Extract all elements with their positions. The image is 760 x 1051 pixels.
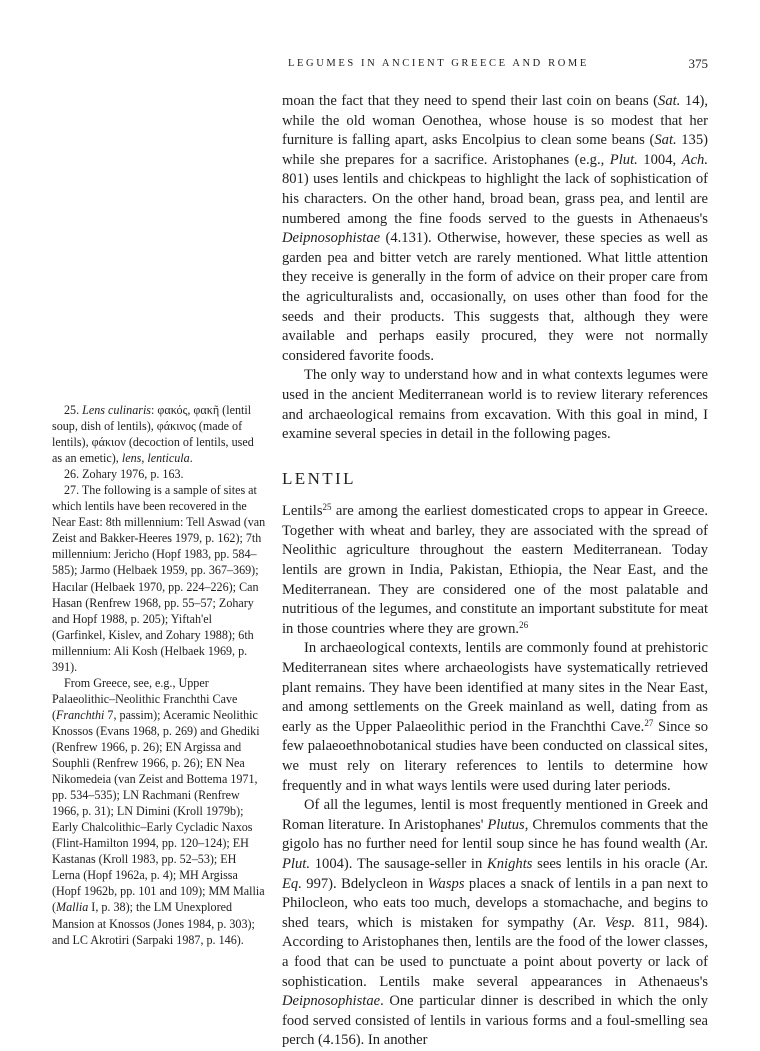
body-paragraph: Lentils$^{25}$ are among the earliest domesticated crops to appear in Greece. Together with wheat and barley, they are associated with the spread of Neolithic agriculture throughout the eastern Mediterranean. Today lentils are grown in India, Pakistan, Ethiopia, the Near East, and the Mediterranean. They are considered one of the most palatable and nutritious of the legumes, and constitute an important substitute for meat in those countries where they are grown.$^{26}$ (282, 502, 708, 637)
italic-text: Lens culinaris (82, 403, 152, 417)
italic-text: Mallia (56, 900, 89, 915)
body-paragraph: moan the fact that they need to spend their last coin on beans (Sat. 14), while the old woman Oenothea, whose house is so modest that her furniture is falling apart, asks Encolpius to clean some beans (Sat. 135) while she prepares for a sacrifice. Aristophanes (e.g., Plut. 1004, Ach. 801) uses lentils and chickpeas to highlight the lack of sophistication of his characters. On the other hand, broad bean, grass pea, and lentil are numbered among the fine foods served to the guests in Athenaeus's Deipnosophistae (4.131). Otherwise, however, these species as well as garden pea and bitter vetch are rarely mentioned. What little attention they receive is generally in the form of advice on their proper care from the agriculturalists and, occasionally, on uses other than food for the seeds and their products. This suggests that, although they were available and perhaps easily procured, they were not normally considered favorite foods. (282, 93, 709, 364)
footnote-27-continued: From Greece, see, e.g., Upper Palaeolithic–Neolithic Franchthi Cave (Franchthi 7, passim); Aceramic Neolithic Knossos (Evans 1968, p. 269) and Ghediki (Renfrew 1966, p. 26); EN Argissa and Souphli (Renfrew 1966, p. 26); EN Nea Nikomedeia (van Zeist and Bottema 1971, pp. 534–535); LN Rachmani (Renfrew 1966, p. 31); LN Dimini (Kroll 1979b); Early Chalcolithic–Early Cycladic Naxos (Flint-Hamilton 1994, pp. 120–124); EH Kastanas (Kroll 1983, pp. 52–53); EH Lerna (Hopf 1962a, p. 4); MH Argissa (Hopf 1962b, pp. 101 and 109); MM Mallia (Mallia I, p. 38); the LM Unexplored Mansion at Knossos (Jones 1984, p. 303); and LC Akrotiri (Sarpaki 1987, p. 146). (52, 675, 265, 947)
section-heading: LENTIL (282, 468, 356, 488)
italic-text: Sat. (654, 132, 677, 149)
italic-text: lens, lenticula (121, 451, 190, 466)
italic-text: Knights (487, 855, 533, 872)
footnotes-column (52, 402, 266, 948)
body-paragraph: In archaeological contexts, lentils are commonly found at prehistoric Mediterranean sites where archaeologists have systematically retrieved plant remains. They have been identified at many sites in the Near East, and among settlements on the Greek mainland as well, dating from as early as the Upper Palaeolithic period in the Franchthi Cave.$^{27}$ Since so few palaeoethnobotanical studies have been conducted on classical sites, we must rely on literary references to lentils to determine how frequently and in what ways lentils were used during later periods. (282, 640, 708, 794)
main-text-column (282, 92, 708, 1051)
italic-text: Plut. (282, 855, 310, 872)
italic-text: Sat. (658, 93, 681, 109)
italic-text: Eq. (282, 875, 302, 892)
italic-text: Wasps (427, 875, 465, 892)
italic-text: Plut. (609, 151, 638, 168)
footnote-ref: 27 (644, 717, 654, 728)
footnote-26: 26. Zohary 1976, p. 163. (64, 467, 184, 482)
italic-text: Plutus (487, 816, 525, 833)
italic-text: Deipnosophistae (282, 230, 381, 247)
footnote-ref: 25 (322, 502, 332, 513)
running-title: LEGUMES IN ANCIENT GREECE AND ROME (288, 58, 589, 69)
page-number: 375 (688, 56, 708, 71)
italic-text: Deipnosophistae (282, 993, 381, 1010)
footnote-ref: 26 (519, 619, 529, 630)
italic-text: Franchthi (56, 707, 105, 722)
footnote-25: 25. Lens culinaris: φακός, φακῆ (lentil soup, dish of lentils), φάκινος (made of lentils), φάκιον (decoction of lentils, used as an emetic), lens, lenticula. (52, 403, 254, 466)
body-paragraph: Of all the legumes, lentil is most frequently mentioned in Greek and Roman literature. In Aristophanes' Plutus, Chremulos comments that the gigolo has no further need for lentil soup since he has found wealth (Ar. Plut. 1004). The sausage-seller in Knights sees lentils in his oracle (Ar. Eq. 997). Bdelycleon in Wasps places a snack of lentils in a pan next to Philocleon, who eats too much, develops a stomachache, and begins to shed tears, which is mistaken for sympathy (Ar. Vesp. 811, 984). According to Aristophanes then, lentils are the food of the lower classes, a food that can be used to punctuate a point about poverty or lack of sophistication. Lentils make several appearances in Athenaeus's Deipnosophistae. One particular dinner is described in which the only food served consisted of lentils in various forms and a foul-smelling sea perch (4.156). In another (282, 797, 708, 1049)
body-paragraph: The only way to understand how and in what contexts legumes were used in the ancient Mediterranean world is to review literary references and archaeological remains from excavation. With this goal in mind, I examine several species in detail in the following pages. (282, 367, 708, 443)
running-head (288, 56, 708, 74)
footnote-27: 27. The following is a sample of sites at which lentils have been recovered in the Near East: 8th millennium: Tell Aswad (van Zeist and Bakker-Heeres 1979, p. 162); 7th millennium: Jericho (Hopf 1983, pp. 584–585); Jarmo (Helbaek 1959, pp. 367–369); Hacılar (Helbaek 1970, pp. 224–226); Can Hasan (Renfrew 1968, pp. 55–57; Zohary and Hopf 1988, p. 205); Yiftah'el (Garfinkel, Kislev, and Zohary 1988); 6th millennium: Ali Kosh (Helbaek 1969, p. 391). (52, 483, 266, 674)
italic-text: Vesp. (604, 914, 636, 931)
italic-text: Ach. (681, 151, 708, 168)
